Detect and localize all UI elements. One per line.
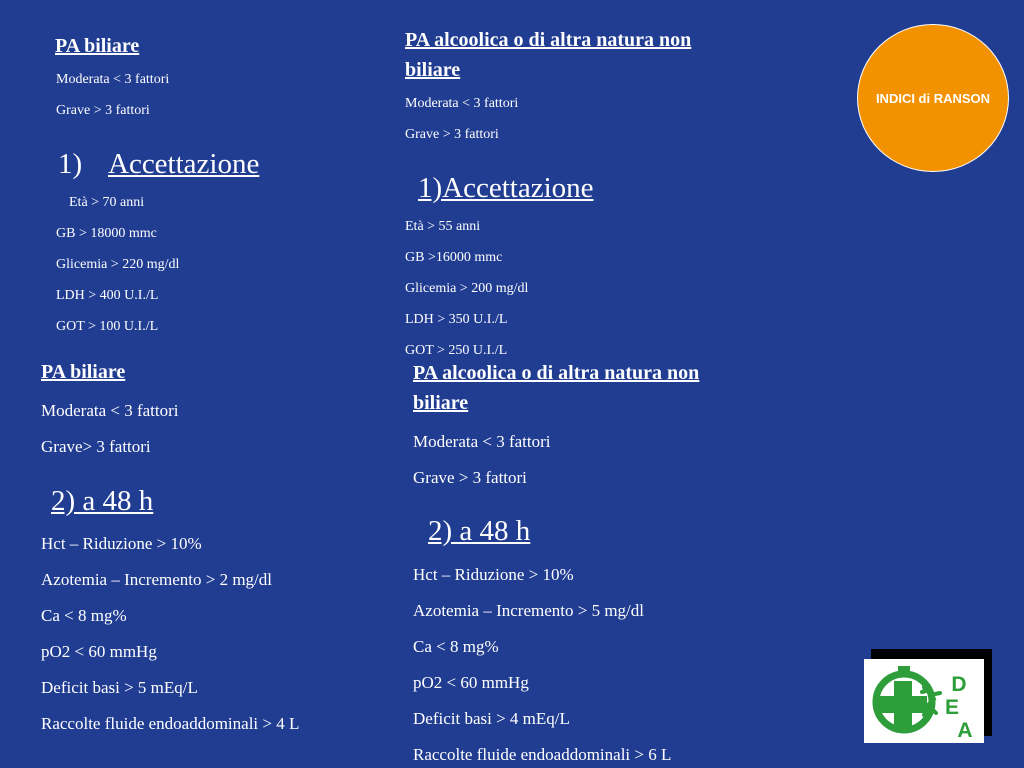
dea-logo	[864, 659, 984, 743]
criterion-po2: pO2 < 60 mmHg	[41, 642, 157, 661]
criterion-fluid: Raccolte fluide endoaddominali > 6 L	[413, 745, 672, 764]
criterion-fluid: Raccolte fluide endoaddominali > 4 L	[41, 714, 300, 733]
criterion-glucose: Glicemia > 200 mg/dl	[405, 281, 529, 296]
logo-letter-d: D	[951, 673, 967, 696]
criterion-wbc: GB > 18000 mmc	[56, 226, 157, 241]
criterion-hct: Hct – Riduzione > 10%	[41, 534, 202, 553]
severity-moderate: Moderata < 3 fattori	[405, 96, 519, 111]
logo-letter-e: E	[944, 696, 960, 719]
severity-moderate: Moderata < 3 fattori	[56, 72, 170, 87]
alcoholic-title-line2: biliare	[405, 59, 461, 81]
severity-moderate: Moderata < 3 fattori	[413, 432, 551, 451]
severity-severe: Grave > 3 fattori	[413, 468, 527, 487]
stopwatch-crown-icon	[898, 666, 910, 673]
criterion-base-deficit: Deficit basi > 4 mEq/L	[413, 709, 570, 728]
ranson-badge-label: INDICI di RANSON	[875, 90, 991, 106]
alcoholic-title-line1: PA alcoolica o di altra natura non	[405, 29, 692, 51]
criterion-hct: Hct – Riduzione > 10%	[413, 565, 574, 584]
section-title: Accettazione	[108, 148, 260, 180]
criterion-calcium: Ca < 8 mg%	[413, 637, 499, 656]
criterion-calcium: Ca < 8 mg%	[41, 606, 127, 625]
criterion-urea: Azotemia – Incremento > 2 mg/dl	[41, 570, 272, 589]
criterion-got: GOT > 250 U.I./L	[405, 343, 508, 358]
alcoholic-title-line2: biliare	[413, 392, 469, 414]
criterion-base-deficit: Deficit basi > 5 mEq/L	[41, 678, 198, 697]
severity-severe: Grave > 3 fattori	[56, 103, 150, 118]
ranson-badge	[857, 24, 1009, 172]
biliary-title: PA biliare	[41, 361, 126, 383]
severity-severe: Grave> 3 fattori	[41, 437, 151, 456]
criterion-wbc: GB >16000 mmc	[405, 250, 503, 265]
alcoholic-title-line1: PA alcoolica o di altra natura non	[413, 362, 700, 384]
criterion-ldh: LDH > 400 U.I./L	[56, 288, 159, 303]
criterion-ldh: LDH > 350 U.I./L	[405, 312, 508, 327]
criterion-age: Età > 70 anni	[69, 195, 145, 210]
section-title: 1)Accettazione	[418, 172, 594, 204]
dea-logo-icon	[864, 659, 984, 743]
criterion-urea: Azotemia – Incremento > 5 mg/dl	[413, 601, 644, 620]
logo-letter-a: A	[957, 719, 973, 742]
criterion-got: GOT > 100 U.I./L	[56, 319, 159, 334]
section-number: 1)	[58, 148, 83, 180]
severity-severe: Grave > 3 fattori	[405, 127, 499, 142]
criterion-age: Età > 55 anni	[405, 219, 481, 234]
section-title: 2) a 48 h	[428, 515, 531, 547]
biliary-title: PA biliare	[55, 35, 140, 57]
cross-horizontal-icon	[879, 696, 927, 713]
criterion-glucose: Glicemia > 220 mg/dl	[56, 257, 180, 272]
severity-moderate: Moderata < 3 fattori	[41, 401, 179, 420]
criterion-po2: pO2 < 60 mmHg	[413, 673, 529, 692]
section-title: 2) a 48 h	[51, 485, 154, 517]
